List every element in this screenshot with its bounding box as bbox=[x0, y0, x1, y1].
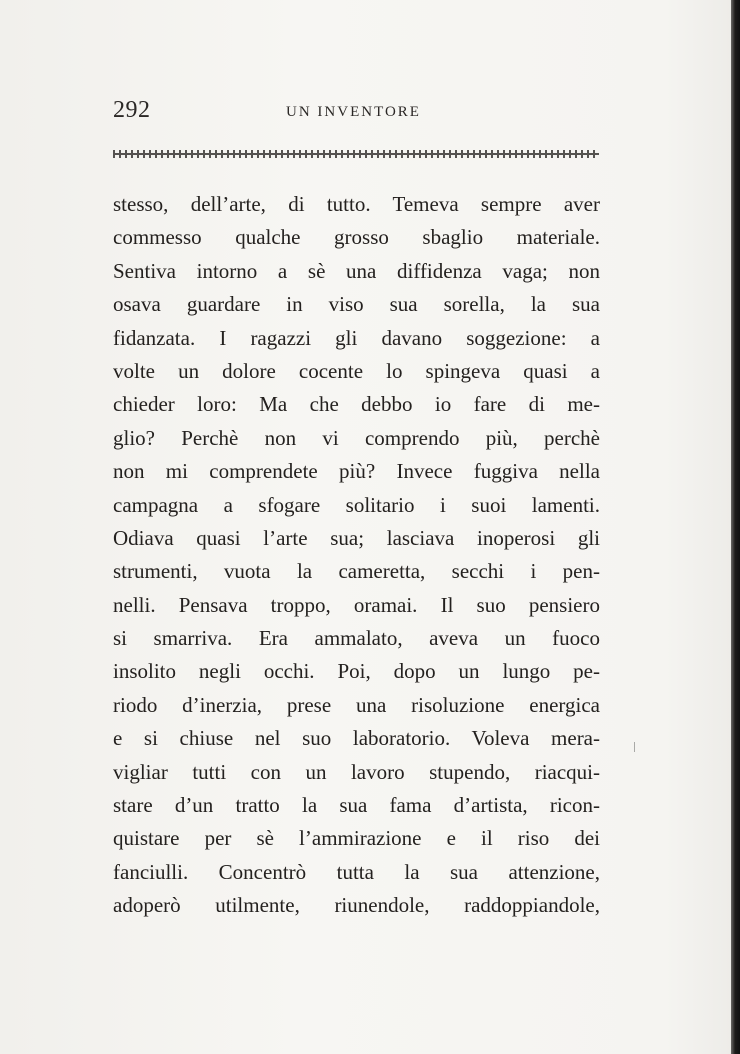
text-line: riodo d’inerzia, prese una risoluzione energica bbox=[113, 692, 600, 717]
text-line: Sentiva intorno a sè una diffidenza vaga; non bbox=[113, 258, 600, 283]
text-line: campagna a sfogare solitario i suoi lamenti. bbox=[113, 492, 600, 517]
text-line: e si chiuse nel suo laboratorio. Voleva mera- bbox=[113, 726, 600, 751]
text-line: insolito negli occhi. Poi, dopo un lungo pe- bbox=[113, 659, 600, 684]
text-line: quistare per sè l’ammirazione e il riso dei bbox=[113, 826, 600, 851]
page-number: 292 bbox=[113, 97, 151, 123]
running-title: UN INVENTORE bbox=[286, 104, 421, 120]
text-line: chieder loro: Ma che debbo io fare di me- bbox=[113, 392, 600, 417]
text-line: nelli. Pensava troppo, oramai. Il suo pensiero bbox=[113, 592, 600, 617]
text-line: fidanzata. I ragazzi gli davano soggezione: a bbox=[113, 325, 600, 350]
text-line: adoperò utilmente, riunendole, raddoppiandole, bbox=[113, 893, 600, 918]
text-line: vigliar tutti con un lavoro stupendo, riacqui- bbox=[113, 759, 600, 784]
paper-speck bbox=[634, 742, 635, 752]
ornamental-rule bbox=[113, 150, 599, 158]
text-line: fanciulli. Concentrò tutta la sua attenzione, bbox=[113, 859, 600, 884]
text-line: Odiava quasi l’arte sua; lasciava inoperosi gli bbox=[113, 525, 600, 550]
text-line: volte un dolore cocente lo spingeva quasi a bbox=[113, 358, 600, 383]
text-line: non mi comprendete più? Invece fuggiva nella bbox=[113, 459, 600, 484]
page-edge-shadow bbox=[731, 0, 740, 1054]
text-line: strumenti, vuota la cameretta, secchi i pen- bbox=[113, 559, 600, 584]
text-line: stesso, dell’arte, di tutto. Temeva sempre aver bbox=[113, 192, 600, 216]
body-text bbox=[113, 188, 600, 923]
text-line: glio? Perchè non vi comprendo più, perchè bbox=[113, 425, 600, 450]
text-line: commesso qualche grosso sbaglio materiale. bbox=[113, 225, 600, 250]
text-line: osava guardare in viso sua sorella, la sua bbox=[113, 292, 600, 317]
text-line: stare d’un tratto la sua fama d’artista, ricon- bbox=[113, 793, 600, 818]
text-line: si smarriva. Era ammalato, aveva un fuoco bbox=[113, 626, 600, 651]
